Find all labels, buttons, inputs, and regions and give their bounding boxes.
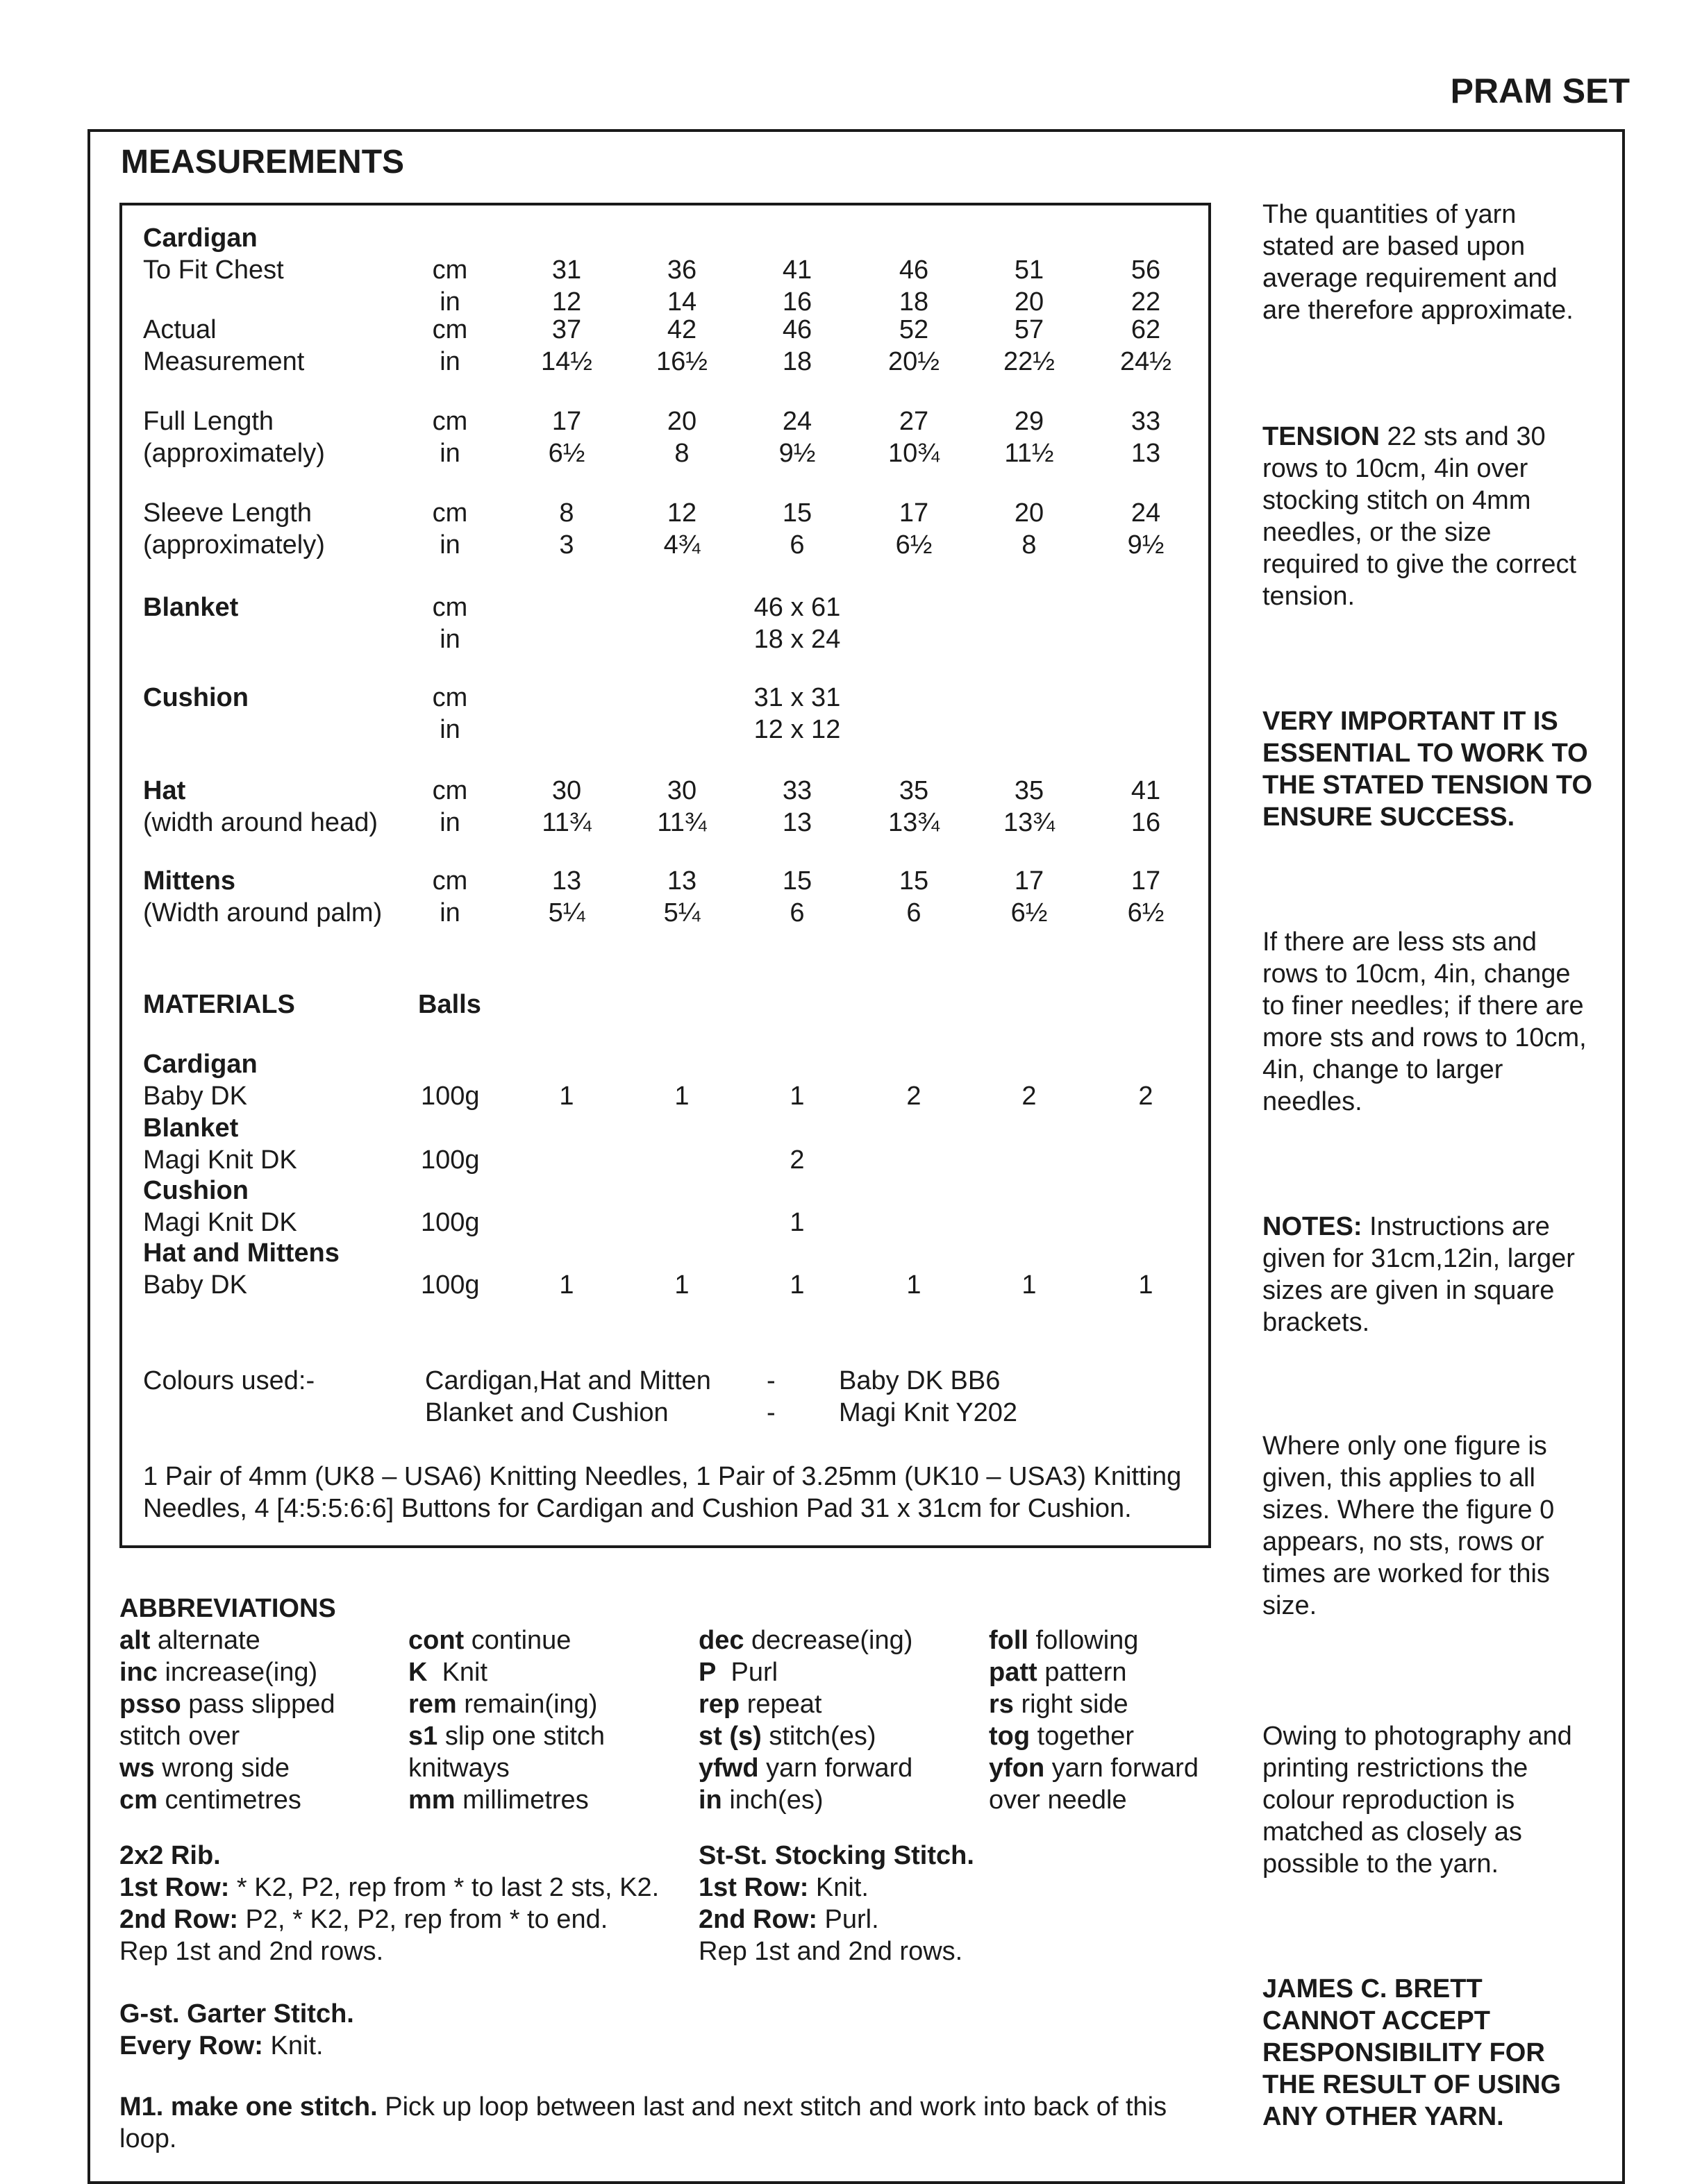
bold-term: rs [989,1690,1014,1719]
term-text: stitch(es) [761,1722,876,1751]
stitch-title: 2x2 Rib. [119,1841,221,1870]
in-value: 14 [667,287,697,317]
cm-value: 8 [559,498,574,528]
abbreviation-item [408,1688,597,1720]
notes-note: brackets. [1262,1308,1370,1337]
in-value: 20 [1014,287,1044,317]
needle-note: 4in, change to larger [1262,1055,1503,1084]
material-name: Blanket [143,1114,239,1143]
cm-value: 12 [667,498,697,528]
tension-note: tension. [1262,582,1355,611]
important-note: ENSURE SUCCESS. [1262,803,1515,832]
term-text: continue [464,1626,571,1655]
cm-value: 15 [782,866,812,896]
term-text: decrease(ing) [744,1626,913,1655]
cm-value: 46 x 61 [753,593,841,622]
abbreviation-item [989,1688,1128,1720]
in-value: 4¾ [663,530,701,560]
bold-term: 2nd Row: [699,1905,817,1934]
in-value: 13 [1131,439,1161,468]
bold-term: TENSION [1262,422,1380,451]
yarn-note: average requirement and [1262,264,1558,293]
needle-note: rows to 10cm, 4in, change [1262,959,1571,989]
figure-note: sizes. Where the figure 0 [1262,1495,1555,1524]
bold-term: cont [408,1626,465,1655]
in-value: 13¾ [1003,808,1055,837]
measure-label: Blanket [143,593,239,622]
unit-cm: cm [432,776,468,805]
measure-sublabel: (approximately) [143,439,325,468]
m1-text [119,2091,1167,2123]
abbreviation-item [989,1752,1199,1784]
colour-note: printing restrictions the [1262,1754,1528,1783]
term-text: knitways [408,1754,510,1783]
abbreviations-heading: ABBREVIATIONS [119,1594,336,1623]
unit-cm: cm [432,498,468,528]
cm-value: 13 [551,866,582,896]
term-text: centimetres [157,1786,301,1815]
abbreviation-item [119,1752,290,1784]
measure-label: Sleeve Length [143,498,312,528]
cm-value: 51 [1014,255,1044,285]
cm-value: 33 [1131,407,1161,436]
unit-in: in [440,625,460,654]
material-weight: 100g [421,1270,480,1300]
in-value: 6 [790,898,805,927]
bold-term: NOTES: [1262,1212,1362,1241]
material-yarn: Baby DK [143,1082,247,1111]
stitch-title: G-st. Garter Stitch. [119,1999,354,2028]
measure-label: Hat [143,776,186,805]
in-value: 5¼ [548,898,585,927]
in-value: 6 [790,530,805,560]
cm-value: 31 x 31 [753,683,841,712]
colour-yarn: Baby DK BB6 [839,1366,1001,1395]
abbreviation-item [699,1624,912,1656]
balls-value: 1 [559,1082,574,1111]
important-note: THE STATED TENSION TO [1262,771,1593,800]
stitch-row [119,1872,659,1904]
colour-note: colour reproduction is [1262,1786,1515,1815]
bold-term: M1. make one stitch. [119,2092,378,2122]
needles-text: 1 Pair of 4mm (UK8 – USA6) Knitting Needles, 1 Pair of 3.25mm (UK10 – USA3) Knitting [143,1462,1182,1491]
bold-term: inc [119,1658,158,1687]
balls-value: 1 [790,1208,805,1237]
term-text: together [1030,1722,1135,1751]
balls-value: 2 [1021,1082,1037,1111]
disclaimer: THE RESULT OF USING [1262,2070,1561,2099]
measure-sublabel: (Width around palm) [143,898,383,927]
term-text: alternate [150,1626,260,1655]
balls-value: 1 [1021,1270,1037,1300]
in-value: 12 [551,287,582,317]
in-value: 8 [674,439,690,468]
materials-heading: MATERIALS [143,990,295,1019]
bold-term: cm [119,1786,158,1815]
term-text: millimetres [455,1786,589,1815]
tension-note: needles, or the size [1262,518,1492,547]
cm-value: 17 [899,498,929,528]
abbreviation-item [989,1624,1138,1656]
bold-term: P [699,1658,717,1687]
cm-value: 42 [667,315,697,344]
balls-value: 2 [790,1145,805,1175]
cm-value: 17 [1131,866,1161,896]
cm-value: 24 [782,407,812,436]
in-value: 14½ [541,347,592,376]
measure-sublabel: (width around head) [143,808,378,837]
colour-note: matched as closely as [1262,1817,1522,1847]
stitch-row [119,2030,324,2062]
cm-value: 15 [782,498,812,528]
balls-value: 1 [906,1270,921,1300]
bold-term: Every Row: [119,2031,263,2060]
in-value: 5¼ [663,898,701,927]
unit-in: in [440,715,460,744]
material-name: Hat and Mittens [143,1238,340,1268]
term-text: remain(ing) [456,1690,598,1719]
abbreviation-item [119,1720,240,1752]
cm-value: 35 [899,776,929,805]
unit-in: in [440,898,460,927]
term-text: following [1028,1626,1139,1655]
unit-cm: cm [432,407,468,436]
unit-cm: cm [432,255,468,285]
colour-item: Cardigan,Hat and Mitten [425,1366,711,1395]
unit-in: in [440,347,460,376]
in-value: 11¾ [657,808,707,837]
bold-term: patt [989,1658,1037,1687]
disclaimer: CANNOT ACCEPT [1262,2006,1490,2035]
term-text: pattern [1037,1658,1127,1687]
yarn-note: are therefore approximate. [1262,296,1574,325]
in-value: 16 [782,287,812,317]
unit-in: in [440,439,460,468]
in-value: 16 [1131,808,1161,837]
abbreviation-item [408,1656,487,1688]
in-value: 10¾ [888,439,940,468]
abbreviation-item [408,1624,571,1656]
yarn-note: stated are based upon [1262,232,1526,261]
abbreviation-item [699,1784,824,1816]
balls-value: 1 [559,1270,574,1300]
abbreviation-item [699,1688,821,1720]
abbreviation-item [119,1624,260,1656]
stitch-repeat: Rep 1st and 2nd rows. [119,1937,384,1966]
disclaimer: RESPONSIBILITY FOR [1262,2038,1545,2067]
abbreviation-item [408,1784,589,1816]
term-text: stitch over [119,1722,240,1751]
unit-cm: cm [432,593,468,622]
cm-value: 24 [1131,498,1161,528]
tension-note: required to give the correct [1262,550,1577,579]
cm-value: 41 [1131,776,1161,805]
bold-term: 2nd Row: [119,1905,238,1934]
in-value: 3 [559,530,574,560]
bold-term: 1st Row: [699,1873,809,1902]
important-note: ESSENTIAL TO WORK TO [1262,739,1588,768]
in-value: 18 [899,287,929,317]
in-value: 11¾ [542,808,592,837]
cm-value: 41 [782,255,812,285]
term-text: Knit. [262,2031,324,2060]
needles-text: Needles, 4 [4:5:5:6:6] Buttons for Cardigan and Cushion Pad 31 x 31cm for Cushion. [143,1494,1132,1523]
in-value: 16½ [656,347,708,376]
material-yarn: Baby DK [143,1270,247,1300]
cm-value: 13 [667,866,697,896]
term-text: yarn forward [1044,1754,1199,1783]
material-yarn: Magi Knit DK [143,1145,297,1175]
cm-value: 57 [1014,315,1044,344]
page-title: PRAM SET [1450,72,1630,110]
bold-term: rem [408,1690,457,1719]
balls-value: 2 [906,1082,921,1111]
tension-note: rows to 10cm, 4in over [1262,454,1528,483]
needle-note: more sts and rows to 10cm, [1262,1023,1587,1052]
measure-label: Mittens [143,866,235,896]
balls-value: 1 [790,1270,805,1300]
bold-term: psso [119,1690,181,1719]
bold-term: yfwd [699,1754,759,1783]
cm-value: 52 [899,315,929,344]
unit-in: in [440,530,460,560]
in-value: 9½ [778,439,816,468]
in-value: 13 [782,808,812,837]
in-value: 6 [906,898,921,927]
material-weight: 100g [421,1208,480,1237]
abbreviation-item [989,1784,1127,1816]
cm-value: 20 [667,407,697,436]
colour-item: Blanket and Cushion [425,1398,669,1427]
term-text: over needle [989,1786,1127,1815]
figure-note: appears, no sts, rows or [1262,1527,1544,1556]
bold-term: s1 [408,1722,438,1751]
measure-label: Full Length [143,407,274,436]
bold-term: rep [699,1690,740,1719]
term-text: Knit [427,1658,488,1687]
measure-label: Actual [143,315,217,344]
bold-term: yfon [989,1754,1045,1783]
stitch-row [119,1904,608,1935]
measurements-heading: MEASUREMENTS [121,144,405,180]
material-name: Cushion [143,1176,249,1205]
in-value: 6½ [548,439,585,468]
unit-cm: cm [432,866,468,896]
material-weight: 100g [421,1145,480,1175]
tension-note: stocking stitch on 4mm [1262,486,1531,515]
term-text: slip one stitch [437,1722,606,1751]
unit-cm: cm [432,683,468,712]
balls-value: 1 [790,1082,805,1111]
term-text: Pick up loop between last and next stitch and work into back of this [377,2092,1167,2122]
in-value: 22 [1131,287,1161,317]
bold-term: 1st Row: [119,1873,230,1902]
term-text: wrong side [154,1754,290,1783]
term-text: inch(es) [721,1786,824,1815]
colour-yarn: Magi Knit Y202 [839,1398,1018,1427]
bold-term: K [408,1658,428,1687]
material-name: Cardigan [143,1050,258,1079]
notes-note [1262,1211,1550,1243]
material-weight: 100g [421,1082,480,1111]
bold-term: alt [119,1626,151,1655]
important-note: VERY IMPORTANT IT IS [1262,707,1558,736]
in-value: 18 x 24 [753,625,841,654]
abbreviation-item [989,1656,1127,1688]
needle-note: needles. [1262,1087,1362,1116]
abbreviation-item [699,1752,912,1784]
cm-value: 17 [551,407,582,436]
term-text: 22 sts and 30 [1379,422,1546,451]
colour-dash: - [767,1366,776,1395]
bold-term: in [699,1786,722,1815]
figure-note: times are worked for this [1262,1559,1550,1588]
cm-value: 31 [551,255,582,285]
notes-note: sizes are given in square [1262,1276,1555,1305]
abbreviation-item [119,1784,301,1816]
yarn-note: The quantities of yarn [1262,200,1517,229]
cm-value: 30 [667,776,697,805]
unit-in: in [440,808,460,837]
notes-note: given for 31cm,12in, larger [1262,1244,1575,1273]
term-text: Knit. [808,1873,869,1902]
cm-value: 46 [782,315,812,344]
cm-value: 20 [1014,498,1044,528]
figure-note: given, this applies to all [1262,1463,1535,1493]
balls-value: 1 [674,1082,690,1111]
cm-value: 33 [782,776,812,805]
in-value: 20½ [888,347,940,376]
term-text: P2, * K2, P2, rep from * to end. [237,1905,608,1934]
cm-value: 36 [667,255,697,285]
in-value: 18 [782,347,812,376]
in-value: 22½ [1003,347,1055,376]
measure-label: Cardigan [143,224,258,253]
cm-value: 27 [899,407,929,436]
term-text: Purl. [817,1905,879,1934]
cm-value: 17 [1014,866,1044,896]
balls-value: 1 [674,1270,690,1300]
bold-term: mm [408,1786,456,1815]
abbreviation-item [119,1656,317,1688]
in-value: 12 x 12 [753,715,841,744]
in-value: 6½ [895,530,933,560]
bold-term: ws [119,1754,155,1783]
abbreviation-item [408,1752,510,1784]
balls-value: 1 [1138,1270,1153,1300]
term-text: * K2, P2, rep from * to last 2 sts, K2. [229,1873,660,1902]
abbreviation-item [989,1720,1134,1752]
stitch-repeat: Rep 1st and 2nd rows. [699,1937,963,1966]
abbreviation-item [408,1720,605,1752]
abbreviation-item [119,1688,335,1720]
abbreviation-item [699,1656,778,1688]
stitch-row [699,1872,869,1904]
figure-note: size. [1262,1591,1317,1620]
needle-note: If there are less sts and [1262,927,1537,957]
unit-in: in [440,287,460,317]
material-yarn: Magi Knit DK [143,1208,297,1237]
in-value: 13¾ [888,808,940,837]
balls-label: Balls [418,990,481,1019]
in-value: 9½ [1127,530,1165,560]
term-text: Instructions are [1362,1212,1550,1241]
measure-sublabel: To Fit Chest [143,255,284,285]
stitch-title: St-St. Stocking Stitch. [699,1841,974,1870]
colour-note: Owing to photography and [1262,1722,1572,1751]
cm-value: 15 [899,866,929,896]
disclaimer: JAMES C. BRETT [1262,1974,1483,2004]
measure-sublabel: (approximately) [143,530,325,560]
cm-value: 62 [1131,315,1161,344]
cm-value: 37 [551,315,582,344]
balls-value: 2 [1138,1082,1153,1111]
term-text: pass slipped [181,1690,335,1719]
bold-term: tog [989,1722,1031,1751]
tension-note [1262,421,1546,453]
m1-text: loop. [119,2124,177,2153]
in-value: 6½ [1010,898,1048,927]
bold-term: foll [989,1626,1028,1655]
unit-cm: cm [432,315,468,344]
colours-label: Colours used:- [143,1366,315,1395]
cm-value: 56 [1131,255,1161,285]
term-text: Purl [716,1658,778,1687]
term-text: yarn forward [758,1754,913,1783]
colour-note: possible to the yarn. [1262,1849,1499,1879]
cm-value: 46 [899,255,929,285]
disclaimer: ANY OTHER YARN. [1262,2102,1504,2131]
measure-sublabel: Measurement [143,347,305,376]
in-value: 11½ [1004,439,1054,468]
measure-label: Cushion [143,683,249,712]
term-text: repeat [740,1690,822,1719]
stitch-row [699,1904,879,1935]
in-value: 6½ [1127,898,1165,927]
cm-value: 35 [1014,776,1044,805]
term-text: increase(ing) [157,1658,318,1687]
in-value: 24½ [1120,347,1171,376]
bold-term: st (s) [699,1722,762,1751]
in-value: 8 [1021,530,1037,560]
abbreviation-item [699,1720,876,1752]
term-text: right side [1013,1690,1128,1719]
figure-note: Where only one figure is [1262,1431,1547,1461]
cm-value: 29 [1014,407,1044,436]
colour-dash: - [767,1398,776,1427]
cm-value: 30 [551,776,582,805]
needle-note: to finer needles; if there are [1262,991,1584,1020]
bold-term: dec [699,1626,744,1655]
